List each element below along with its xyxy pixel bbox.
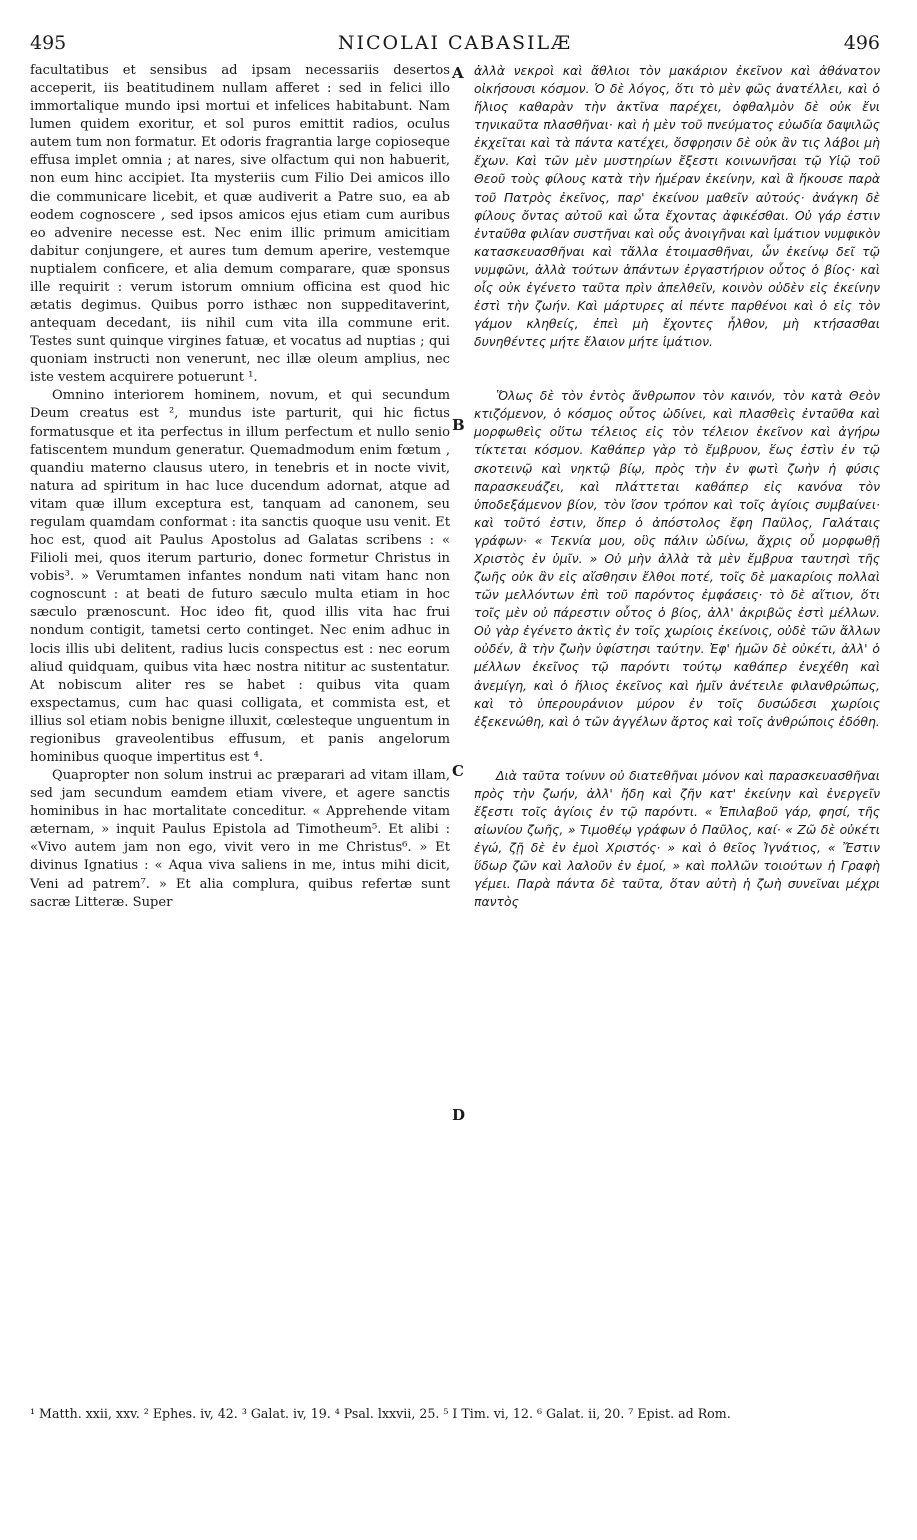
greek-paragraph: Ὅλως δὲ τὸν ἐντὸς ἄνθρωπον τὸν καινόν, τὸν κατὰ Θεὸν κτιζόμενον, ὁ κόσμος οὗτος ὠδίνει, καὶ πλασθεὶς ἐνταῦθα καὶ μορφωθεὶς οὕτω τέλειος εἰς τὸν τέλειον ἐκεῖνον καὶ ἀγήρω τίκτεται κόσμον. Καθάπερ γὰρ τὸ ἔμβρυον, ἕως ἐστὶν ἐν τῷ σκοτεινῷ καὶ νηκτῷ βίῳ, πρὸς τὴν ἐν φωτὶ ζωὴν ἡ φύσις παρασκευάζει, καὶ πλάττεται καθάπερ εἰς κανόνα τὸν ὑποδεξάμενον βίον, τὸν ἴσον τρόπον καὶ τοῖς ἁγίοις συμβαίνει· καὶ τοῦτό ἐστιν, ὅπερ ὁ ἀπόστολος ἔφη Παῦλος, Γαλάταις γράφων· « Τεκνία μου, οὓς πάλιν ὠδίνω, ἄχρις οὗ μορφωθῇ Χριστὸς ἐν ὑμῖν. » Οὐ μὴν ἀλλὰ τὰ μὲν ἔμβρυα ταυτησὶ τῆς ζωῆς οὐκ ἂν εἰς αἴσθησιν ἔλθοι ποτέ, τοῖς δὲ μακαρίοις πολλαὶ τῶν μελλόντων ἐπὶ τοῦ παρόντος ἐμφάσεις· τὸ δὲ αἴτιον, ὅτι τοῖς μὲν οὐ πάρεστιν οὗτος ὁ βίος, ἀλλ' ἀκριβῶς ἐστὶ μέλλων. Οὐ γὰρ ἐγένετο ἀκτὶς ἐν τοῖς χωρίοις ἐκείνοις, οὐδὲ τῶν ἄλλων οὐδέν, ἃ τὴν ζωὴν ὑφίστησι ταύτην. Ἐφ' ἡμῶν δὲ οὐκέτι, ἀλλ' ὁ μέλλων ἐκεῖνος τῷ παρόντι τούτῳ καθάπερ ἐνεχέθη καὶ ἀνεμίγη, καὶ ὁ ἥλιος ἐκεῖνος καὶ ἡμῖν ἀνέτειλε φιλανθρώπως, καὶ τὸ ὑπερουράνιον μύρον ἐν τοῖς δυσώδεσι χωρίοις ἐξεκενώθη, καὶ ὁ τῶν ἀγγέλων ἄρτος καὶ τοῖς ἀνθρώποις ἐδόθη. xyxy=(474,388,880,729)
page-number-left: 495 xyxy=(30,32,67,54)
latin-paragraph: Omnino interiorem hominem, novum, et qui secundum Deum creatus est ², mundus iste parturit, qui hic fictus formatusque et ita perfectus in illum perfectum et nullo senio fatiscentem mundum generatur. Quemadmodum enim fœtum , quandiu materno clausus utero, in tenebris et in nocte vivit, natura ad spiritum in hac luce ducendum adornat, atque ad vitam quæ illum exceptura est, tanquam ad canonem, seu regulam quamdam conformat : ita sanctis quoque usu venit. Et hoc est, quod ait Paulus Apostolus ad Galatas scribens : « Filioli mei, quos iterum parturio, donec formetur Christus in vobis³. » Verumtamen infantes nondum nati vitam hanc non cognoscunt : at beati de futuro sæculo multa etiam in hoc sæculo prænoscunt. Hoc ideo fit, quod illis vita hac frui nondum contigit, tametsi certo continget. Nec enim adhuc in locis illis ubi delitent, radius lucis conspectus est : nec eorum aliud quidquam, quibus vita hæc nostra nititur ac sustentatur. At nobiscum aliter res se habet : quibus vita quam exspectamus, cum hac quasi colligata, et commista est, et illius sol etiam nobis benigne illuxit, cœlesteque unguentum in regionibus graveolentibus effusum, et panis angelorum hominibus quoque impertitus est ⁴. xyxy=(30,388,450,765)
page-number-right: 496 xyxy=(843,32,880,54)
greek-paragraph: ἀλλὰ νεκροὶ καὶ ἄθλιοι τὸν μακάριον ἐκεῖνον καὶ ἀθάνατον οἰκήσουσι κόσμον. Ὁ δὲ λόγος, ὅτι τὸ μὲν φῶς ἀνατέλλει, καὶ ὁ ἥλιος καθαρὰν τὴν ἀκτῖνα παρέχει, ὀφθαλμὸν δὲ οὐκ ἔνι τηνικαῦτα πλασθῆναι· καὶ ἡ μὲν τοῦ πνεύματος εὐωδία δαψιλῶς ἐκχεῖται καὶ τὰ πάντα κατέχει, ὄσφρησιν δὲ οὐκ ἂν τις λάβοι μὴ ἔχων. Καὶ τῶν μὲν μυστηρίων ἔξεστι κοινωνῆσαι τῷ Υἱῷ τοῦ Θεοῦ τοὺς φίλους κατὰ τὴν ἡμέραν ἐκείνην, καὶ ἃ ἤκουσε παρὰ τοῦ Πατρὸς ἐκεῖνος, παρ' ἐκείνου μαθεῖν αὐτούς· ἀνάγκη δὲ φίλους ὄντας αὐτοῦ καὶ ὦτα ἔχοντας ἀφικέσθαι. Οὐ γάρ ἐστιν ἐνταῦθα φιλίαν συστῆναι καὶ οὖς ἀνοιγῆναι καὶ ἱμάτιον νυμφικὸν κατασκευασθῆναι καὶ τἄλλα ἑτοιμασθῆναι, ὧν ἐκείνῳ δεῖ τῷ νυμφῶνι, ἀλλὰ τούτων ἁπάντων ἐργαστήριον οὗτος ὁ βίος· καὶ οἷς οὐκ ἐγένετο ταῦτα πρὶν ἀπελθεῖν, κοινὸν οὐδὲν εἰς ἐκείνην ἐστὶ τὴν ζωήν. Καὶ μάρτυρες αἱ πέντε παρθένοι καὶ ὁ εἰς τὸν γάμον κληθείς, ἐπεὶ μὴ ἔχοντες ἦλθον, μὴ κτήσασθαι δυνηθέντες μήτε ἔλαιον μήτε ἱμάτιον. xyxy=(474,63,880,350)
section-marker-a: A xyxy=(452,64,464,82)
section-marker-c: C xyxy=(452,762,464,780)
greek-column xyxy=(474,62,880,911)
section-marker-b: B xyxy=(452,416,465,434)
footnotes: ¹ Matth. xxii, xxv. ² Ephes. iv, 42. ³ Galat. iv, 19. ⁴ Psal. lxxvii, 25. ⁵ I Tim. vi, 12. ⁶ Galat. ii, 20. ⁷ Epist. ad Rom. xyxy=(30,1406,731,1421)
latin-column xyxy=(30,62,450,912)
page-header xyxy=(30,32,880,58)
greek-paragraph: Διὰ ταῦτα τοίνυν οὐ διατεθῆναι μόνον καὶ παρασκευασθῆναι πρὸς τὴν ζωήν, ἀλλ' ἤδη καὶ ζῆν κατ' ἐκείνην καὶ ἐνεργεῖν ἔξεστι τοῖς ἁγίοις ἐν τῷ παρόντι. « Ἐπιλαβοῦ γάρ, φησί, τῆς αἰωνίου ζωῆς, » Τιμοθέῳ γράφων ὁ Παῦλος, καί· « Ζῶ δὲ οὐκέτι ἐγώ, ζῇ δὲ ἐν ἐμοὶ Χριστός· » καὶ ὁ θεῖος Ἰγνάτιος, « Ἔστιν ὕδωρ ζῶν καὶ λαλοῦν ἐν ἐμοί, » καὶ πολλῶν τοιούτων ἡ Γραφὴ γέμει. Παρὰ πάντα δὲ ταῦτα, ὅταν αὐτὴ ἡ ζωὴ συνεῖναι μέχρι παντὸς xyxy=(474,767,880,910)
latin-paragraph: Quapropter non solum instrui ac præparari ad vitam illam, sed jam secundum eamdem etiam vivere, et agere sanctis hominibus in hac mortalitate conceditur. « Apprehende vitam æternam, » inquit Paulus Epistola ad Timotheum⁵. Et alibi : «Vivo autem jam non ego, vivit vero in me Christus⁶. » Et divinus Ignatius : « Aqua viva saliens in me, intus mihi dicit, Veni ad patrem⁷. » Et alia complura, quibus refertæ sunt sacræ Litteræ. Super xyxy=(30,768,450,910)
section-marker-d: D xyxy=(452,1106,466,1124)
latin-paragraph: facultatibus et sensibus ad ipsam necessariis desertos acceperit, iis beatitudinem nullam afferet : sed in felici illo immortalique mundo ipsi mortui et infelices habitabunt. Nam lumen quidem exoritur, et sol puros emittit radios, oculus autem tum non formatur. Et odoris fragrantia large copioseque effusa implet omnia ; at nares, sive olfactum qui non habuerit, non eum hinc accipiet. Ita mysteriis cum Filio Dei amicos illo die communicare licebit, et quæ audiverit a Patre suo, ea ab eodem cognoscere , sed ipsos amicos ejus etiam cum auribus eo advenire necesse est. Nec enim illic primum amicitiam dabitur conjungere, et aures tum demum aperire, vestemque nuptialem conficere, et alia demum comparare, quæ sponsus ille requirit : verum istorum omnium officina est quod hic ætatis degimus. Quibus porro isthæc non suppeditaverint, antequam decedant, iis nihil cum vita illa commune erit. Testes sunt quinque virgines fatuæ, et vocatus ad nuptias ; qui quoniam instructi non venerunt, nec illæ oleum amplius, nec iste vestem acquirere potuerunt ¹. xyxy=(30,63,450,386)
running-title: NICOLAI CABASILÆ xyxy=(337,32,573,54)
